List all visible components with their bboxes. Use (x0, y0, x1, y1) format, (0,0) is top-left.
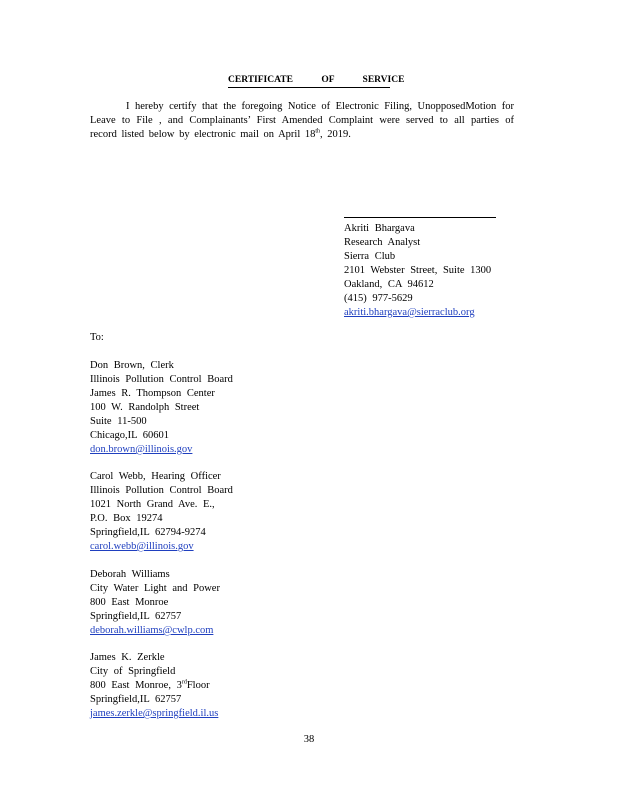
recipient-line: Springfield,IL 62757 (90, 611, 182, 622)
to-label: To: (90, 332, 104, 343)
recipient-street: 800 East Monroe, 3rdFloor (90, 679, 210, 691)
certificate-title: CERTIFICATE OF SERVICE (228, 75, 390, 88)
recipient-line: Springfield,IL 62794-9274 (90, 527, 206, 538)
signer-organization: Sierra Club (344, 251, 396, 262)
signer-title: Research Analyst (344, 237, 421, 248)
certification-paragraph (90, 100, 514, 142)
recipient-line: 100 W. Randolph Street (90, 402, 200, 413)
signer-phone: (415) 977-5629 (344, 293, 413, 304)
recipient-line: James R. Thompson Center (90, 388, 215, 399)
recipient-line: Suite 11-500 (90, 416, 147, 427)
signer-name: Akriti Bhargava (344, 223, 415, 234)
recipient-line: Deborah Williams (90, 569, 170, 580)
recipient-line: Illinois Pollution Control Board (90, 485, 233, 496)
certification-text-end: , 2019. (320, 129, 351, 140)
page-number: 38 (303, 734, 315, 745)
recipient-block (90, 568, 220, 638)
recipient-email-link[interactable]: carol.webb@illinois.gov (90, 541, 194, 552)
recipient-line: Don Brown, Clerk (90, 360, 174, 371)
recipient-line: 1021 North Grand Ave. E., (90, 499, 215, 510)
recipient-line: City Water Light and Power (90, 583, 220, 594)
recipient-line: City of Springfield (90, 666, 176, 677)
recipient-line: James K. Zerkle (90, 652, 165, 663)
recipient-block (90, 359, 233, 457)
recipient-line: 800 East Monroe (90, 597, 169, 608)
signer-street: 2101 Webster Street, Suite 1300 (344, 265, 492, 276)
recipient-email-link[interactable]: deborah.williams@cwlp.com (90, 625, 214, 636)
certification-text: I hereby certify that the foregoing Notice of Electronic Filing, UnopposedMotion for Leave to File , and Complainants’ First Amended Complaint were served to all parties of record listed below by electronic mail on April 18 (90, 101, 514, 140)
recipient-line: Springfield,IL 62757 (90, 694, 182, 705)
date-ordinal-suffix: th (315, 128, 321, 135)
recipient-line: P.O. Box 19274 (90, 513, 163, 524)
recipient-email-link[interactable]: don.brown@illinois.gov (90, 444, 193, 455)
recipient-line: Carol Webb, Hearing Officer (90, 471, 221, 482)
recipient-block (90, 651, 218, 721)
recipient-line: Illinois Pollution Control Board (90, 374, 233, 385)
signer-city: Oakland, CA 94612 (344, 279, 434, 290)
signer-email-link[interactable]: akriti.bhargava@sierraclub.org (344, 307, 475, 318)
recipient-line: Chicago,IL 60601 (90, 430, 170, 441)
recipient-block (90, 470, 233, 554)
floor-ordinal-suffix: rd (181, 679, 187, 686)
recipient-email-link[interactable]: james.zerkle@springfield.il.us (90, 708, 219, 719)
signature-block (344, 217, 496, 320)
